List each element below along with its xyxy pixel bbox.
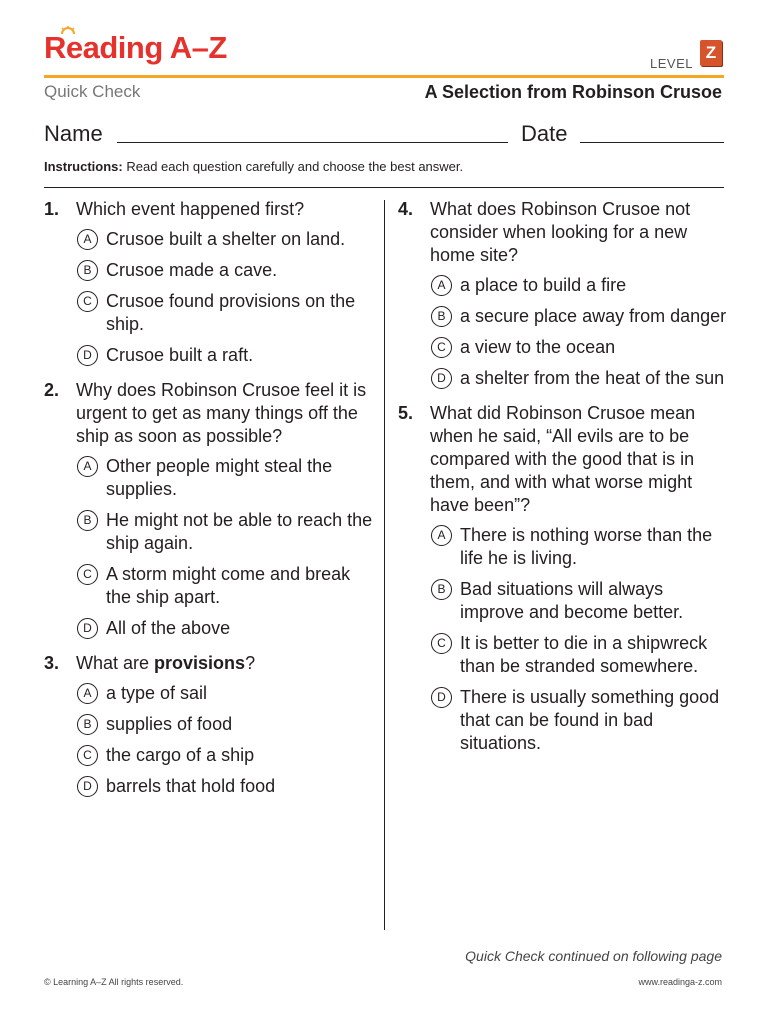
question-4 [398, 198, 728, 390]
option-bubble-icon[interactable]: A [77, 456, 98, 477]
date-field[interactable] [580, 142, 724, 143]
answer-option[interactable] [44, 509, 374, 555]
option-bubble-icon[interactable]: D [431, 368, 452, 389]
question-5 [398, 402, 728, 755]
answer-option[interactable] [44, 290, 374, 336]
option-bubble-icon[interactable]: A [77, 229, 98, 250]
option-text: a shelter from the heat of the sun [460, 368, 725, 388]
option-text: Crusoe built a shelter on land. [106, 229, 346, 249]
option-bubble-icon[interactable]: C [431, 633, 452, 654]
option-bubble-icon[interactable]: A [431, 525, 452, 546]
copyright: © Learning A–Z All rights reserved. [44, 977, 184, 987]
option-bubble-icon[interactable]: C [77, 745, 98, 766]
answer-option[interactable] [44, 563, 374, 609]
answer-option[interactable] [398, 305, 728, 328]
question-2 [44, 379, 374, 640]
question-number: 4. [398, 199, 414, 219]
left-column [44, 198, 374, 810]
question-stem [44, 379, 374, 448]
question-number: 1. [44, 199, 60, 219]
option-bubble-icon[interactable]: B [77, 260, 98, 281]
answer-option[interactable] [398, 578, 728, 624]
option-text: Other people might steal the supplies. [106, 456, 333, 499]
option-bubble-icon[interactable]: C [77, 291, 98, 312]
option-bubble-icon[interactable]: D [77, 776, 98, 797]
option-text: a place to build a fire [460, 275, 627, 295]
continued-note: Quick Check continued on following page [465, 948, 722, 964]
option-bubble-icon[interactable]: B [77, 714, 98, 735]
option-bubble-icon[interactable]: D [431, 687, 452, 708]
question-1 [44, 198, 374, 367]
question-number: 2. [44, 380, 60, 400]
question-3 [44, 652, 374, 798]
answer-option[interactable] [398, 367, 728, 390]
option-bubble-icon[interactable]: A [431, 275, 452, 296]
question-text: What are [76, 653, 155, 673]
option-text: supplies of food [106, 714, 233, 734]
right-column [398, 198, 728, 767]
column-divider [384, 200, 385, 930]
selection-title: A Selection from Robinson Crusoe [424, 82, 722, 102]
option-text: a view to the ocean [460, 337, 616, 357]
option-bubble-icon[interactable]: B [431, 579, 452, 600]
question-stem [398, 198, 728, 267]
name-field[interactable] [117, 142, 508, 143]
answer-option[interactable] [398, 632, 728, 678]
option-text: A storm might come and break the ship apart. [106, 564, 351, 607]
option-text: It is better to die in a shipwreck than be stranded somewhere. [460, 633, 708, 676]
question-stem [44, 652, 374, 675]
instructions [44, 159, 463, 174]
instructions-text: Read each question carefully and choose the best answer. [122, 159, 464, 174]
answer-option[interactable] [44, 228, 374, 251]
answer-option[interactable] [44, 259, 374, 282]
option-text: Bad situations will always improve and become better. [460, 579, 684, 622]
question-text-end: ? [245, 653, 256, 673]
header-rule [44, 75, 724, 78]
question-text: Which event happened first? [76, 199, 305, 219]
option-text: a type of sail [106, 683, 208, 703]
level-label: LEVEL [650, 56, 693, 71]
name-label: Name [44, 121, 103, 146]
question-number: 5. [398, 403, 414, 423]
answer-option[interactable] [44, 344, 374, 367]
question-text: What does Robinson Crusoe not consider when looking for a new home site? [430, 199, 691, 265]
question-text: What did Robinson Crusoe mean when he said, “All evils are to be compared with the good that is in them, and with what worse might have been”? [430, 403, 696, 515]
question-text: Why does Robinson Crusoe feel it is urgent to get as many things off the ship as soon as possible? [76, 380, 367, 446]
question-stem [398, 402, 728, 517]
answer-option[interactable] [398, 336, 728, 359]
option-text: Crusoe built a raft. [106, 345, 254, 365]
answer-option[interactable] [398, 524, 728, 570]
question-number: 3. [44, 653, 60, 673]
answer-option[interactable] [44, 682, 374, 705]
divider [44, 187, 724, 188]
option-text: Crusoe made a cave. [106, 260, 278, 280]
instructions-label: Instructions: [44, 159, 123, 174]
option-text: barrels that hold food [106, 776, 276, 796]
option-text: a secure place away from danger [460, 306, 727, 326]
option-bubble-icon[interactable]: D [77, 618, 98, 639]
answer-option[interactable] [398, 686, 728, 755]
date-label: Date [521, 121, 568, 146]
option-bubble-icon[interactable]: B [77, 510, 98, 531]
option-bubble-icon[interactable]: B [431, 306, 452, 327]
answer-option[interactable] [398, 274, 728, 297]
option-text: Crusoe found provisions on the ship. [106, 291, 356, 334]
answer-option[interactable] [44, 744, 374, 767]
answer-option[interactable] [44, 617, 374, 640]
option-bubble-icon[interactable]: C [77, 564, 98, 585]
answer-option[interactable] [44, 455, 374, 501]
option-bubble-icon[interactable]: D [77, 345, 98, 366]
option-text: the cargo of a ship [106, 745, 255, 765]
answer-option[interactable] [44, 713, 374, 736]
option-bubble-icon[interactable]: C [431, 337, 452, 358]
question-stem [44, 198, 374, 221]
option-bubble-icon[interactable]: A [77, 683, 98, 704]
answer-option[interactable] [44, 775, 374, 798]
website-link[interactable]: www.readinga-z.com [638, 977, 722, 987]
level-badge: Z [700, 40, 722, 66]
option-text: All of the above [106, 618, 231, 638]
vocabulary-word: provisions [154, 653, 246, 673]
brand-logo: Reading A–Z [44, 30, 227, 65]
option-text: There is nothing worse than the life he is living. [460, 525, 713, 568]
page-subtitle: Quick Check [44, 82, 141, 101]
option-text: He might not be able to reach the ship again. [106, 510, 373, 553]
option-text: There is usually something good that can be found in bad situations. [460, 687, 720, 753]
